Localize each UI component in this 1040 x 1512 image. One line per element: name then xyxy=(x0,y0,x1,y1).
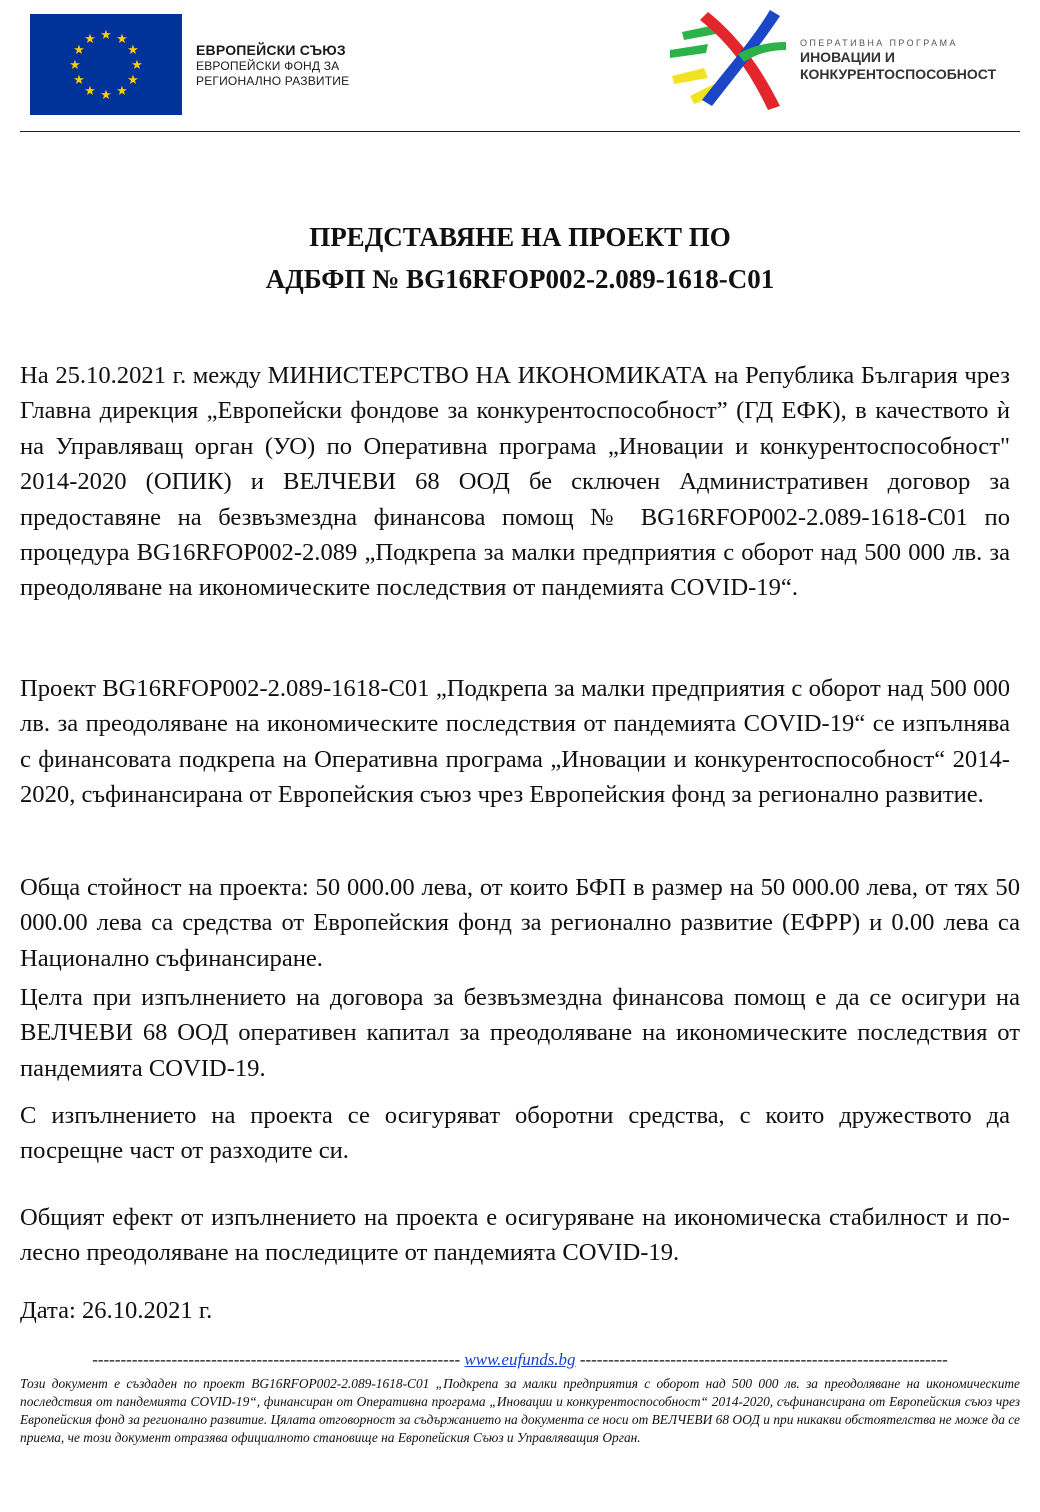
footer-separator xyxy=(40,1350,1000,1370)
eu-caption-line3: РЕГИОНАЛНО РАЗВИТИЕ xyxy=(196,74,350,88)
document-date: Дата: 26.10.2021 г. xyxy=(20,1297,213,1324)
paragraph-value: Обща стойност на проекта: 50 000.00 лева, от които БФП в размер на 50 000.00 лева, от тях 50 000.00 лева са средства от Европейския фонд за регионално развитие (ЕФРР) и 0.00 лева са Национално съфинансиране. xyxy=(20,874,1020,972)
paragraph-effect: Общият ефект от изпълнението на проекта е осигуряване на икономическа стабилност и по-лесно преодоляване на последиците от пандемията COVID-19. xyxy=(20,1204,1010,1267)
svg-text:★: ★ xyxy=(131,58,143,73)
eu-flag-logo xyxy=(30,14,182,115)
title-line2: АДБФП № BG16RFOP002-2.089-1618-C01 xyxy=(265,264,775,294)
opik-caption-line2: КОНКУРЕНТОСПОСОБНОСТ xyxy=(800,66,997,82)
svg-text:★: ★ xyxy=(116,84,128,99)
svg-text:★: ★ xyxy=(116,32,128,47)
paragraph-goal: Целта при изпълнението на договора за безвъзмездна финансова помощ е да се осигури на ВЕЛЧЕВИ 68 ООД оперативен капитал за преодоляване на икономическите последствия от пандемията COVID-19. xyxy=(20,984,1020,1082)
svg-text:★: ★ xyxy=(84,84,96,99)
paragraph-project: Проект BG16RFOP002-2.089-1618-C01 „Подкрепа за малки предприятия с оборот над 500 000 лв. за преодоляване на икономическите последствия от пандемията COVID-19“ се изпълнява с финансовата подкрепа на Оперативна програма „Иновации и конкурентоспособност“ 2014-2020, съфинансирана от Европейския съюз чрез Европейския фонд за регионално развитие. xyxy=(20,675,1010,809)
opik-program-logo xyxy=(668,6,794,114)
svg-text:★: ★ xyxy=(127,43,139,58)
footer-disclaimer: Този документ е създаден по проект BG16RFOP002-2.089-1618-C01 „Подкрепа за малки предприятия с оборот над 500 000 лв. за преодоляване на икономическите последствия от пандемията COVID-19“, финансиран от Оперативна програма „Иновации и конкурентоспособност“ 2014-2020, съфинансирана от Европейския съюз чрез Европейския фонд за регионално развитие. Цялата отговорност за съдържанието на документа се носи от ВЕЛЧЕВИ 68 ООД и при никакви обстоятелства не може да се приема, че този документ отразява официалното становище на Европейския Съюз и Управляващия Орган. xyxy=(20,1376,1020,1445)
eu-caption-line2: ЕВРОПЕЙСКИ ФОНД ЗА xyxy=(196,59,340,73)
svg-text:★: ★ xyxy=(100,88,112,103)
eufunds-link[interactable]: www.eufunds.bg xyxy=(464,1350,576,1369)
page-header xyxy=(0,0,1040,132)
opik-caption xyxy=(800,37,996,83)
svg-text:★: ★ xyxy=(73,73,85,88)
svg-text:★: ★ xyxy=(69,58,81,73)
eu-caption-line1: ЕВРОПЕЙСКИ СЪЮЗ xyxy=(196,42,346,58)
eu-caption xyxy=(196,42,349,89)
footer-dashes-left: ----------------------------------------------------------------- xyxy=(92,1350,461,1369)
svg-text:★: ★ xyxy=(100,28,112,43)
title-line1: ПРЕДСТАВЯНЕ НА ПРОЕКТ ПО xyxy=(309,222,731,252)
paragraph-result: С изпълнението на проекта се осигуряват оборотни средства, с които дружеството да посрещне част от разходите си. xyxy=(20,1102,1010,1165)
svg-text:★: ★ xyxy=(73,43,85,58)
opik-caption-line1: ИНОВАЦИИ И xyxy=(800,49,895,65)
svg-text:★: ★ xyxy=(84,32,96,47)
svg-text:★: ★ xyxy=(127,73,139,88)
header-divider xyxy=(20,131,1020,132)
document-title xyxy=(0,216,1040,300)
footer-dashes-right: ----------------------------------------------------------------- xyxy=(579,1350,948,1369)
paragraph-contract: На 25.10.2021 г. между МИНИСТЕРСТВО НА ИКОНОМИКАТА на Република България чрез Главна дирекция „Европейски фондове за конкурентоспособност” (ГД ЕФК), в качеството ѝ на Управляващ орган (УО) по Оперативна програма „Иновации и конкурентоспособност" 2014-2020 (ОПИК) и ВЕЛЧЕВИ 68 ООД бе сключен Административен договор за предоставяне на безвъзмездна финансова помощ № BG16RFOP002-2.089-1618-C01 по процедура BG16RFOP002-2.089 „Подкрепа за малки предприятия с оборот над 500 000 лв. за преодоляване на икономическите последствия от пандемията COVID-19“. xyxy=(20,362,1010,602)
opik-caption-small: ОПЕРАТИВНА ПРОГРАМА xyxy=(800,38,958,48)
document-body xyxy=(20,358,1020,1324)
